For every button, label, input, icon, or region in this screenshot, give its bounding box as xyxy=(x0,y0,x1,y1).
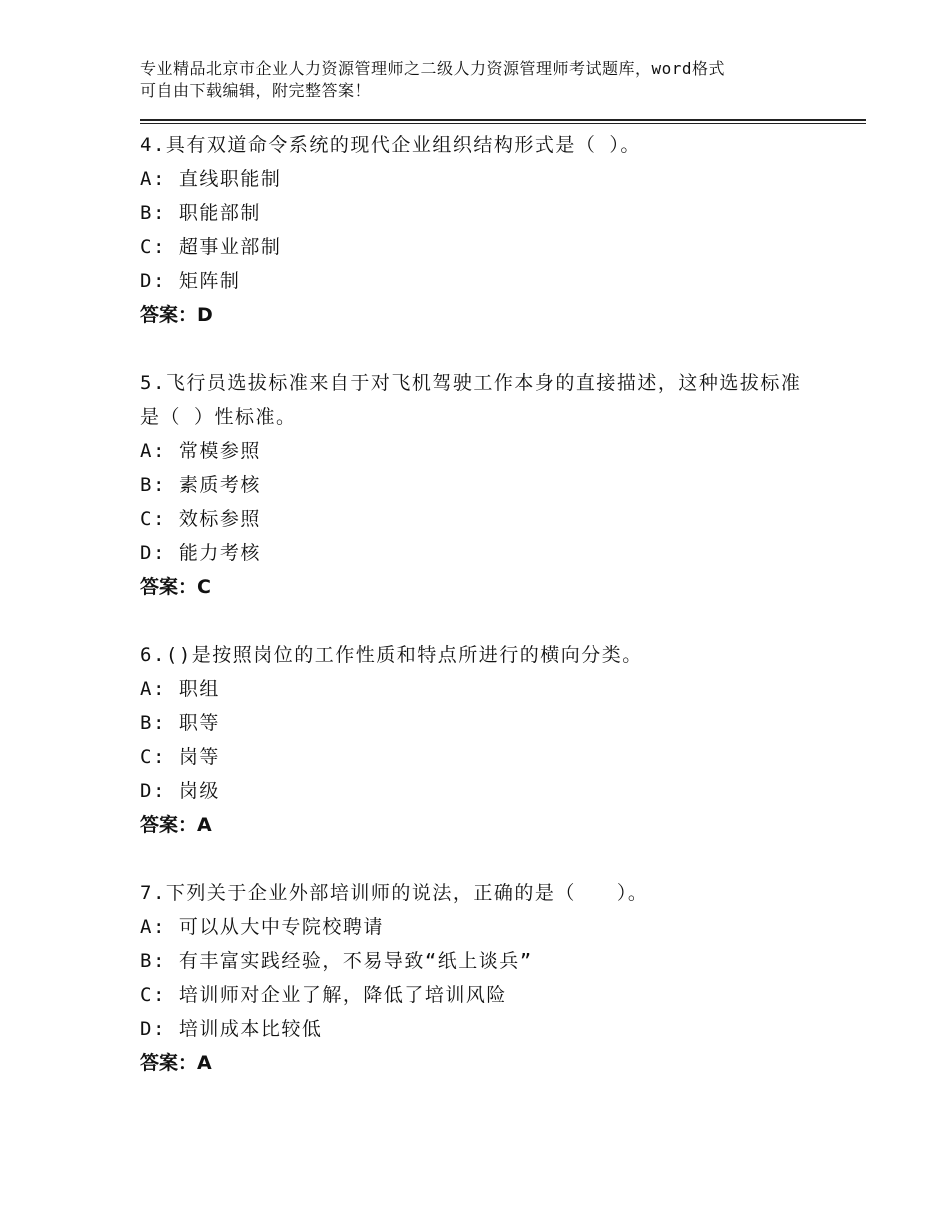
question-6 xyxy=(140,638,820,842)
option-c: C: 岗等 xyxy=(140,746,220,768)
option-c: C: 效标参照 xyxy=(140,508,261,530)
option-b: B: 职能部制 xyxy=(140,202,261,224)
option-d: D: 能力考核 xyxy=(140,542,261,564)
option-a: A: 常模参照 xyxy=(140,440,261,462)
option-d: D: 培训成本比较低 xyxy=(140,1018,323,1040)
option-a: A: 职组 xyxy=(140,678,220,700)
answer: 答案：A xyxy=(140,1052,212,1074)
option-c: C: 培训师对企业了解，降低了培训风险 xyxy=(140,984,507,1006)
question-text: 4.具有双道命令系统的现代企业组织结构形式是（ ）。 xyxy=(140,134,641,156)
answer: 答案：A xyxy=(140,814,212,836)
question-text: 5.飞行员选拔标准来自于对飞机驾驶工作本身的直接描述，这种选拔标准是（ ）性标准。 xyxy=(140,372,802,428)
option-c: C: 超事业部制 xyxy=(140,236,282,258)
option-a: A: 直线职能制 xyxy=(140,168,282,190)
option-b: B: 素质考核 xyxy=(140,474,261,496)
answer: 答案：C xyxy=(140,576,211,598)
header-line-1: 专业精品北京市企业人力资源管理师之二级人力资源管理师考试题库，word格式 xyxy=(140,59,726,78)
question-5 xyxy=(140,366,820,604)
question-text: 6.()是按照岗位的工作性质和特点所进行的横向分类。 xyxy=(140,644,643,666)
option-a: A: 可以从大中专院校聘请 xyxy=(140,916,384,938)
question-4 xyxy=(140,128,820,332)
option-b: B: 有丰富实践经验，不易导致“纸上谈兵” xyxy=(140,950,533,972)
question-7 xyxy=(140,876,820,1080)
page-header xyxy=(140,58,820,102)
option-d: D: 岗级 xyxy=(140,780,220,802)
question-text: 7.下列关于企业外部培训师的说法，正确的是（ ）。 xyxy=(140,882,649,904)
answer: 答案：D xyxy=(140,304,213,326)
header-divider xyxy=(140,119,866,124)
option-b: B: 职等 xyxy=(140,712,220,734)
option-d: D: 矩阵制 xyxy=(140,270,241,292)
question-list xyxy=(140,128,820,1114)
header-line-2: 可自由下载编辑，附完整答案！ xyxy=(140,81,372,100)
